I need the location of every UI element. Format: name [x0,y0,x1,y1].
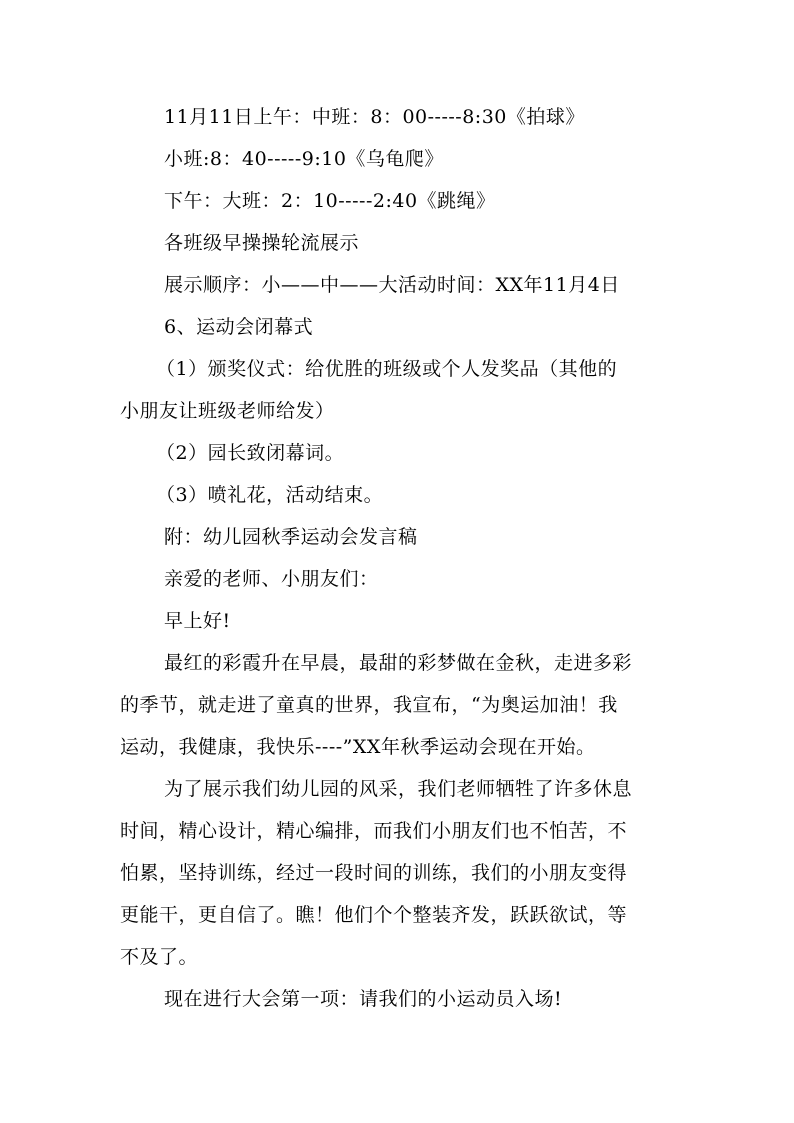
text-line: 下午：大班：2：10-----2:40《跳绳》 [164,190,496,212]
text-line: （2）园长致闭幕词。 [156,442,345,464]
text-line: 更能干，更自信了。瞧！他们个个整装齐发，跃跃欲试，等 [120,904,628,926]
text-line: 为了展示我们幼儿园的风采，我们老师牺牲了许多休息 [164,778,633,800]
text-line: 的季节，就走进了童真的世界，我宣布，“为奥运加油！我 [120,694,618,716]
text-line: 不及了。 [120,946,199,968]
text-line: （1）颁奖仪式：给优胜的班级或个人发奖品（其他的 [156,358,618,380]
text-line: 怕累，坚持训练，经过一段时间的训练，我们的小朋友变得 [120,862,628,884]
section-heading: 6、运动会闭幕式 [164,316,314,338]
text-line: 最红的彩霞升在早晨，最甜的彩梦做在金秋，走进多彩 [164,652,633,674]
text-line: 11月11日上午：中班：8：00-----8:30《拍球》 [164,106,585,128]
text-line: 早上好! [164,610,231,632]
text-line: （3）喷礼花，活动结束。 [156,484,384,506]
text-line: 运动，我健康，我快乐----”XX年秋季运动会现在开始。 [120,736,596,758]
text-line: 现在进行大会第一项：请我们的小运动员入场! [164,988,563,1010]
text-line: 小朋友让班级老师给发） [120,400,335,422]
text-line: 亲爱的老师、小朋友们： [164,568,379,590]
text-line: 附：幼儿园秋季运动会发言稿 [164,526,418,548]
text-line: 小班:8：40-----9:10《乌龟爬》 [164,148,444,170]
text-line: 展示顺序：小——中——大活动时间：XX年11月4日 [164,274,620,296]
text-line: 各班级早操操轮流展示 [164,232,360,254]
text-line: 时间，精心设计，精心编排，而我们小朋友们也不怕苦，不 [120,820,628,842]
